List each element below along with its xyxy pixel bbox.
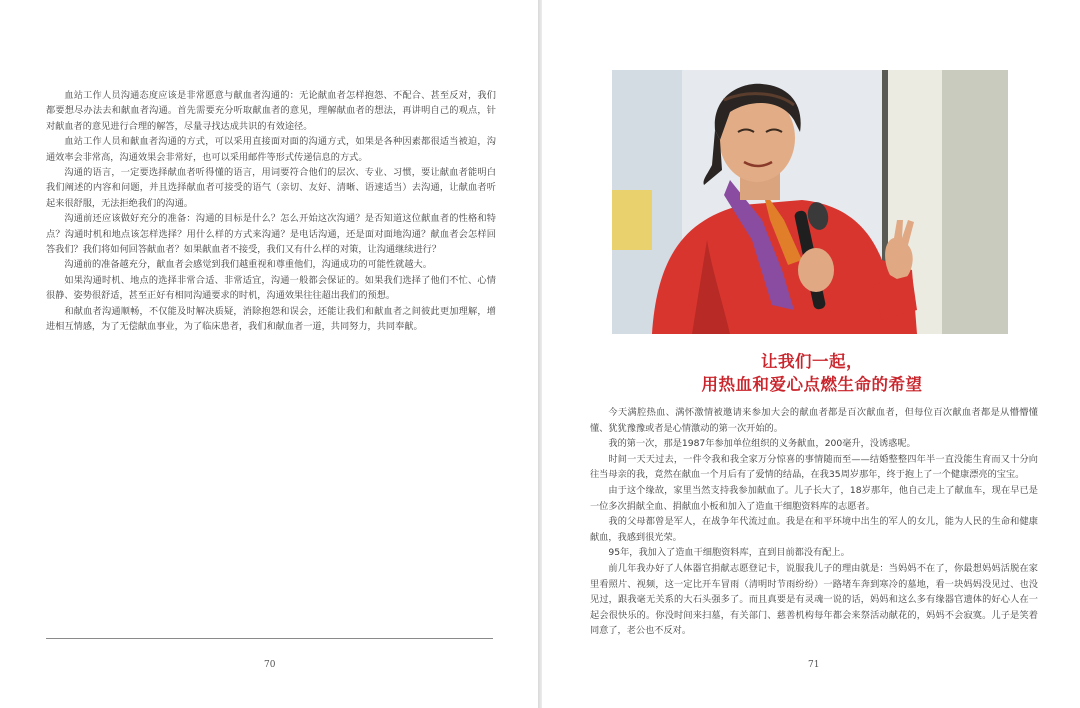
right-paragraph: 由于这个缘故，家里当然支持我参加献血了。儿子长大了，18岁那年，他自己走上了献血车，现在早已是一位多次捐献全血、捐献血小板和加入了造血干细胞资料库的志愿者。	[590, 484, 1038, 512]
page-number-right: 71	[808, 660, 820, 670]
speaker-photo-illustration	[612, 70, 1008, 334]
left-paragraph: 血站工作人员和献血者沟通的方式，可以采用直接面对面的沟通方式，如果是各种因素都很适当被迫，沟通效率会非常高，沟通效果会非常好，也可以采用邮件等形式传递信息的方式。	[46, 136, 496, 163]
right-paragraph: 时间一天天过去，一件令我和我全家万分惊喜的事情随而至——结婚整整四年半一直没能生育而又十分向往当母亲的我，竟然在献血一个月后有了爱情的结晶，在我35周岁那年，终于抱上了一个健康漂亮的宝宝。	[590, 453, 1038, 481]
article-title-line1: 让我们一起，	[761, 352, 863, 371]
speaker-photo	[612, 70, 1008, 334]
page-number-left: 70	[264, 660, 276, 670]
left-paragraph: 沟通前还应该做好充分的准备：沟通的目标是什么？怎么开始这次沟通？是否知道这位献血者的性格和特点？沟通时机和地点该怎样选择？用什么样的方式来沟通？是电话沟通，还是面对面地沟通？献血者会怎样回答我们？我们将如何回答献血者？如果献血者不接受，我们又有什么样的对策，让沟通继续进行？	[46, 213, 496, 256]
right-paragraph: 我的父母都曾是军人，在战争年代流过血。我是在和平环境中出生的军人的女儿，能为人民的生命和健康献血，我感到很光荣。	[590, 516, 1038, 543]
left-paragraph: 沟通前的准备越充分，献血者会感觉到我们越重视和尊重他们，沟通成功的可能性就越大。	[64, 259, 432, 271]
right-page	[542, 0, 1080, 708]
right-paragraph: 95年，我加入了造血干细胞资料库，直到目前都没有配上。	[608, 547, 850, 559]
right-body-text	[590, 405, 1038, 639]
footer-rule	[46, 638, 493, 639]
left-body-text	[46, 88, 496, 335]
right-paragraph: 今天满腔热血、满怀激情被邀请来参加大会的献血者都是百次献血者，但每位百次献血者都是从懵懵懂懂、犹犹豫豫或者是心情激动的第一次开始的。	[590, 407, 1038, 434]
left-paragraph: 和献血者沟通顺畅，不仅能及时解决质疑，消除抱怨和误会，还能让我们和献血者之间彼此更加理解，增进相互情感，为了无偿献血事业，为了临床患者，我们和献血者一道，共同努力，共同奉献。	[46, 305, 496, 333]
left-paragraph: 沟通的语言，一定要选择献血者听得懂的语言，用词要符合他们的层次、专业、习惯，要让献血者能明白我们阐述的内容和问题，并且选择献血者可接受的语气（亲切、友好、清晰、语速适当）去沟通，让献血者听起来很舒服，无法拒绝我们的沟通。	[46, 167, 496, 209]
left-paragraph: 如果沟通时机、地点的选择非常合适、非常适宜，沟通一般都会保证的。如果我们选择了他们不忙、心情很静、姿势很舒适，甚至正好有相同沟通要求的时机，沟通效果往往超出我们的预想。	[46, 274, 496, 302]
right-paragraph: 前几年我办好了人体器官捐献志愿登记卡，说服我儿子的理由就是：当妈妈不在了，你最想妈妈活脱在家里看照片、视频，这一定比开车冒雨（清明时节雨纷纷）一路堵车奔到寒冷的墓地，看一块妈妈没见过、也没见过，跟我毫无关系的大石头强多了。而且真要是有灵魂一说的话，妈妈和这么多有缘器官遗体的好心人在一起会很快乐的。你没时间来扫墓，有关部门、慈善机构每年都会来祭活动献花的，妈妈不会寂寞。儿子是笑着同意了，老公也不反对。	[590, 562, 1038, 637]
left-page	[0, 0, 538, 708]
left-paragraph: 血站工作人员沟通态度应该是非常愿意与献血者沟通的：无论献血者怎样抱怨、不配合、甚至反对，我们都要想尽办法去和献血者沟通。首先需要充分听取献血者的意见，理解献血者的想法，再讲明自己的观点，针对献血者的意见进行合理的解答，尽量寻找达成共识的有效途径。	[46, 90, 496, 132]
right-paragraph: 我的第一次，那是1987年参加单位组织的义务献血，200毫升，没诱惑呢。	[608, 438, 916, 450]
article-title-line2: 用热血和爱心点燃生命的希望	[701, 375, 923, 394]
